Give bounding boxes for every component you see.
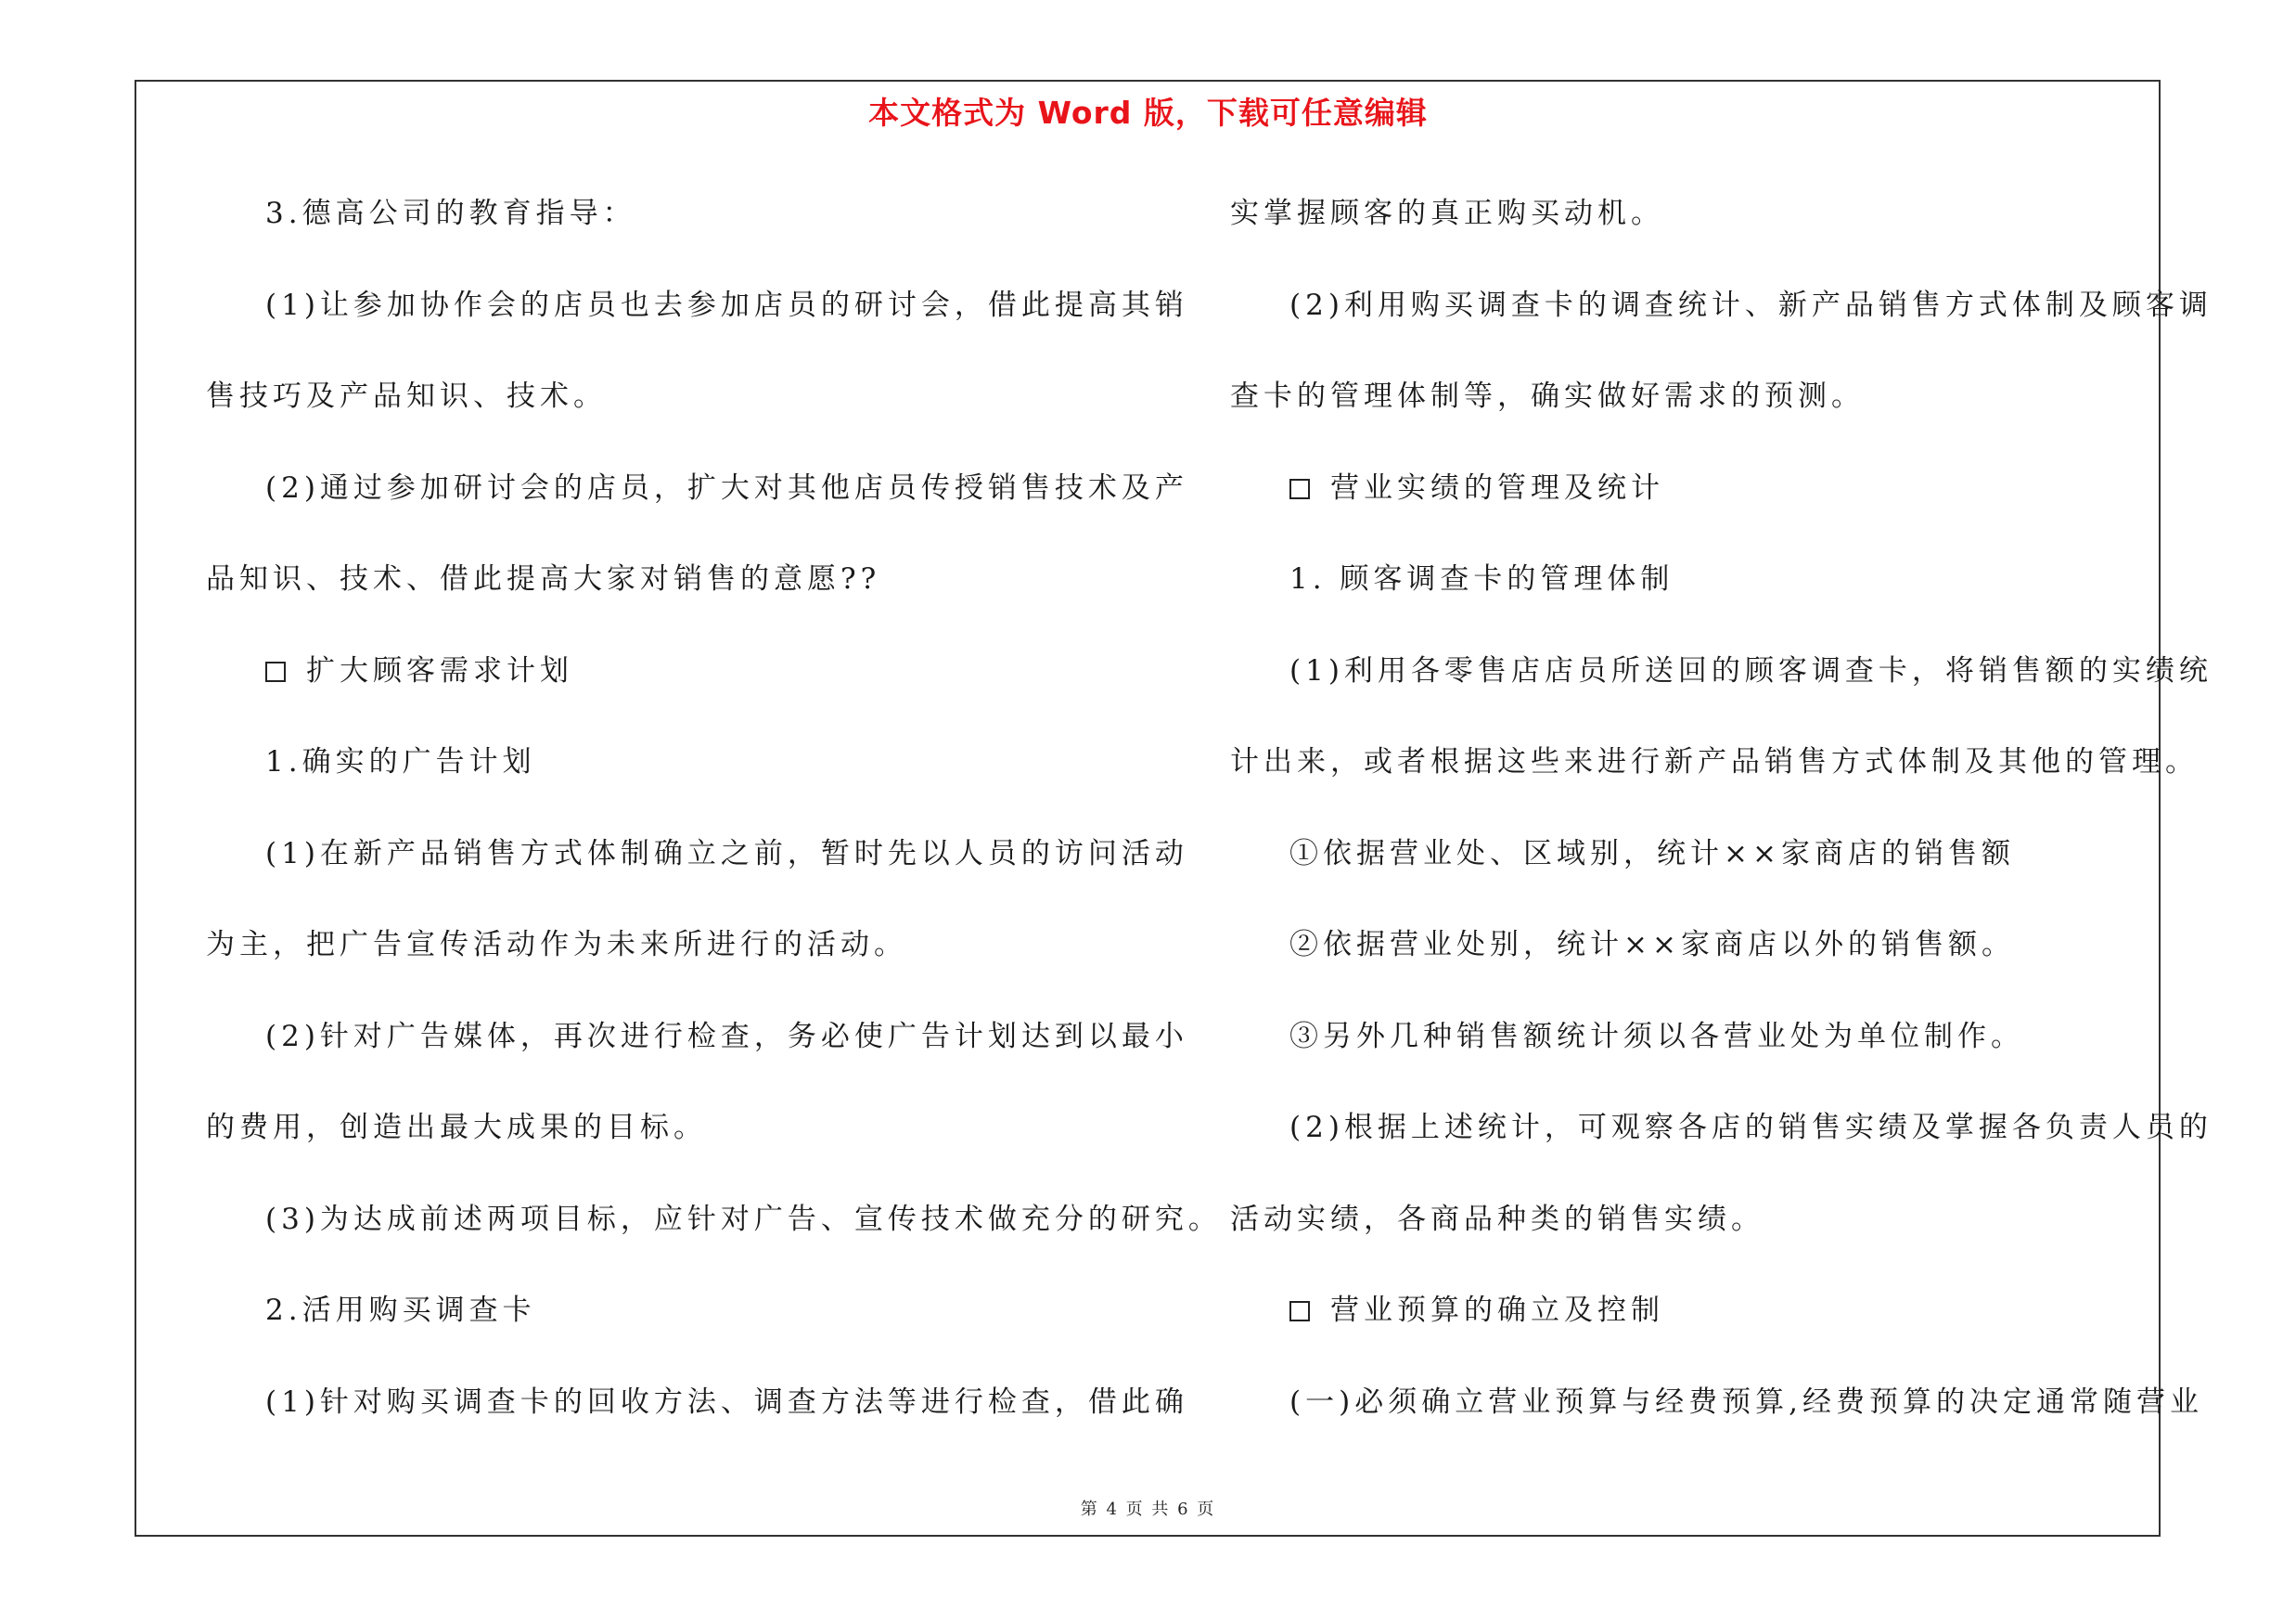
left-column (206, 176, 1222, 1456)
section-heading (1230, 1273, 2158, 1365)
paragraph-line: 活动实绩，各商品种类的销售实绩。 (1230, 1202, 1764, 1236)
format-banner: 本文格式为 Word 版，下载可任意编辑 (868, 95, 1428, 131)
paragraph-line: (1)针对购买调查卡的回收方法、调查方法等进行检查，借此确 (265, 1385, 1188, 1419)
paragraph-line: 实掌握顾客的真正购买动机。 (1230, 197, 1664, 230)
section-heading-text: 扩大顾客需求计划 (306, 653, 573, 688)
paragraph-line: (2)利用购买调查卡的调查统计、新产品销售方式体制及顾客调 (1289, 288, 2213, 322)
paragraph-line: (1)在新产品销售方式体制确立之前，暂时先以人员的访问活动 (265, 836, 1188, 870)
paragraph-line: (2)根据上述统计，可观察各店的销售实绩及掌握各负责人员的 (1289, 1111, 2213, 1144)
paragraph-line: 为主，把广告宣传活动作为未来所进行的活动。 (206, 928, 907, 961)
section-heading (206, 634, 1152, 726)
paragraph-line: (2)通过参加研讨会的店员，扩大对其他店员传授销售技术及产 (265, 470, 1188, 505)
paragraph-line: (2)针对广告媒体，再次进行检查，务必使广告计划达到以最小 (265, 1019, 1188, 1053)
paragraph-line: (1)利用各零售店店员所送回的顾客调查卡，将销售额的实绩统 (1289, 653, 2213, 688)
paragraph-line: (3)为达成前述两项目标，应针对广告、宣传技术做充分的研究。 (265, 1202, 1222, 1236)
paragraph-line: 3.德高公司的教育指导： (265, 197, 636, 230)
paragraph-line: 品知识、技术、借此提高大家对销售的意愿?? (206, 562, 881, 596)
paragraph-line: (一)必须确立营业预算与经费预算,经费预算的决定通常随营业 (1289, 1385, 2204, 1419)
checkbox-square-icon (1289, 479, 1310, 499)
paragraph-line: 售技巧及产品知识、技术。 (206, 380, 607, 413)
paragraph-line: 的费用，创造出最大成果的目标。 (206, 1111, 707, 1144)
checkbox-square-icon (265, 662, 286, 682)
paragraph-line: 1.确实的广告计划 (265, 745, 536, 779)
paragraph-line: 计出来，或者根据这些来进行新产品销售方式体制及其他的管理。 (1230, 745, 2199, 779)
paragraph-line: (1)让参加协作会的店员也去参加店员的研讨会，借此提高其销 (265, 288, 1188, 322)
checkbox-square-icon (1289, 1301, 1310, 1321)
paragraph-line: 1. 顾客调查卡的管理体制 (1289, 562, 1674, 596)
paragraph-line: 查卡的管理体制等，确实做好需求的预测。 (1230, 380, 1865, 413)
paragraph-line: ①依据营业处、区域别，统计××家商店的销售额 (1289, 836, 2015, 870)
section-heading-text: 营业实绩的管理及统计 (1330, 470, 1664, 505)
paragraph-line: ③另外几种销售额统计须以各营业处为单位制作。 (1289, 1019, 2024, 1053)
section-heading (1230, 451, 2158, 543)
section-heading-text: 营业预算的确立及控制 (1330, 1294, 1664, 1327)
paragraph-line: 2.活用购买调查卡 (265, 1294, 536, 1327)
page-number-footer: 第 4 页 共 6 页 (1080, 1500, 1216, 1519)
paragraph-line: ②依据营业处别，统计××家商店以外的销售额。 (1289, 928, 2015, 961)
right-column (1230, 176, 2213, 1456)
